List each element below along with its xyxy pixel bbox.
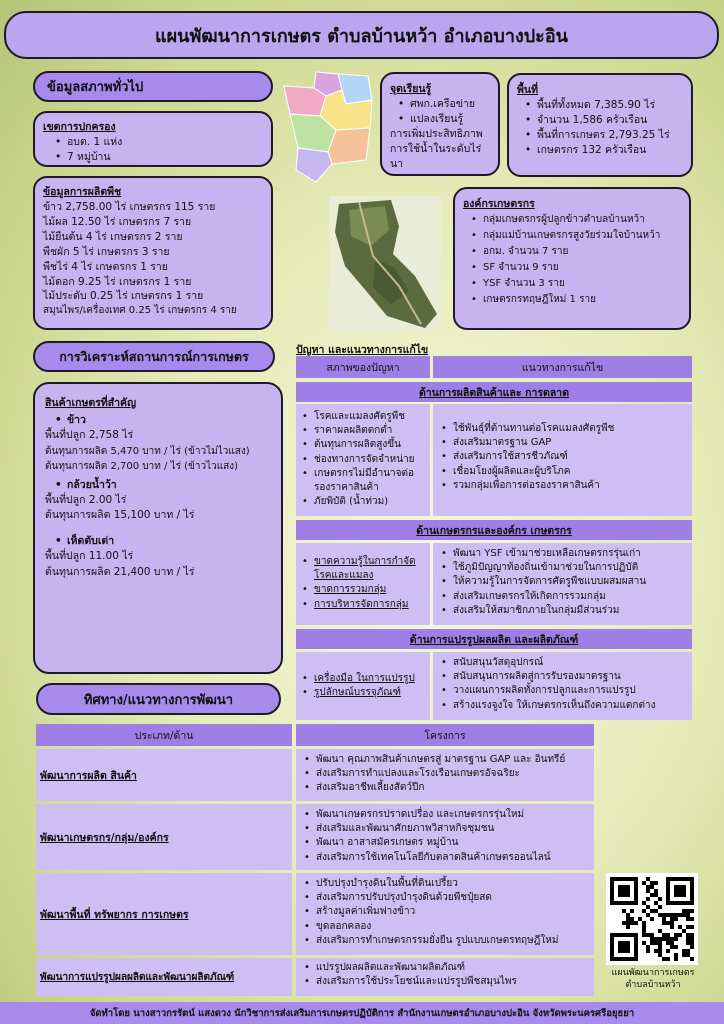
products-box	[33, 382, 283, 674]
product-name: • กล้วยน้ำว้า	[53, 478, 271, 493]
area-item: • จำนวน 1,586 ครัวเรือน	[523, 113, 683, 128]
solution-cell	[433, 543, 692, 625]
solution-item: • สนับสนุนการผลิตสู่การรับรองมาตรฐาน	[439, 670, 686, 684]
direction-project-cell	[296, 749, 594, 801]
learning-box	[380, 72, 500, 176]
project-item: • ส่งเสริมการทำเกษตรกรรมยั่งยืน รูปแบบเกษตรทฤษฎีใหม่	[302, 934, 588, 948]
crops-title: ข้อมูลการผลิตพืช	[43, 186, 122, 198]
project-item: • สร้างมูลค่าเพิ่มฟางข้าว	[302, 905, 588, 919]
solution-item: • เชื่อมโยงผู้ผลิตและผู้บริโภค	[439, 465, 686, 479]
footer-credit: จัดทำโดย นางสาวกรรัตน์ แสงดวง นักวิชาการส่งเสริมการเกษตรปฏิบัติการ สำนักงานเกษตรอำเภอบางปะอิน จังหวัดพระนครศรีอยุธยา	[89, 1007, 635, 1019]
crop-line: ไม้ประดับ 0.25 ไร่ เกษตรกร 1 ราย	[43, 290, 204, 303]
problem-cell	[296, 652, 430, 720]
solution-item: • ให้ความรู้ในการจัดการศัตรูพืชแบบผสมผสาน	[439, 575, 686, 589]
direction-project-cell	[296, 873, 594, 955]
problems-title: ปัญหา และแนวทางการแก้ไข	[296, 344, 429, 356]
crop-line: พืชผัก 5 ไร่ เกษตรกร 3 ราย	[43, 245, 170, 258]
learning-title: จุดเรียนรู้	[390, 83, 432, 95]
orgs-title: องค์กรเกษตรกร	[463, 198, 535, 210]
direction-project-cell	[296, 958, 594, 996]
direction-type: พัฒนาพื้นที่ ทรัพยากร การเกษตร	[40, 908, 189, 921]
problem-item: • รูปลักษณ์บรรจุภัณฑ์	[300, 686, 426, 700]
problems-col2-header: แนวทางการแก้ไข	[433, 356, 692, 378]
direction-col1-header: ประเภท/ด้าน	[36, 724, 292, 746]
problem-item: • เกษตรกรไม่มีอำนาจต่อรองราคาสินค้า	[300, 467, 426, 495]
solution-cell	[433, 404, 692, 516]
product-line: ต้นทุนการผลิต 21,400 บาท / ไร่	[45, 565, 195, 578]
org-item: • เกษตรกรทฤษฎีใหม่ 1 ราย	[469, 292, 681, 308]
problem-item: • การบริหารจัดการกลุ่ม	[300, 598, 426, 612]
solution-item: • พัฒนา YSF เข้ามาช่วยเหลือเกษตรกรรุ่นเก่า	[439, 547, 686, 561]
problem-item: • ต้นทุนการผลิตสูงขึ้น	[300, 438, 426, 452]
orgs-box	[453, 187, 691, 330]
product-line: ต้นทุนการผลิต 2,700 บาท / ไร่ (ข้าวไวแสง)	[45, 460, 239, 472]
title-banner	[4, 11, 719, 59]
solution-item: • ส่งเสริมเกษตรกรให้เกิดการรวมกลุ่ม	[439, 590, 686, 604]
area-item: • พื้นที่การเกษตร 2,793.25 ไร่	[523, 128, 683, 143]
org-item: • SF จำนวน 9 ราย	[469, 260, 681, 276]
product-line: ต้นทุนการผลิต 15,100 บาท / ไร่	[45, 509, 195, 522]
admin-box	[33, 111, 273, 167]
solution-item: • ส่งเสริมให้สมาชิกภายในกลุ่มมีส่วนร่วม	[439, 604, 686, 618]
direction-type-cell	[36, 873, 292, 955]
project-item: • พัฒนาเกษตรกรปราดเปรื่อง และเกษตรกรรุ่นใหม่	[302, 808, 588, 822]
direction-heading: ทิศทาง/แนวทางการพัฒนา	[36, 683, 281, 715]
problems-section-title: ด้านการผลิตสินค้าและ การตลาด	[296, 382, 692, 402]
satellite-photo-icon	[329, 196, 441, 331]
problems-section-title: ด้านเกษตรกรและองค์กร เกษตรกร	[296, 520, 692, 540]
product-line: พื้นที่ปลูก 2,758 ไร่	[45, 428, 134, 441]
problems-section-title: ด้านการแปรรูปผลผลิต และผลิตภัณฑ์	[296, 629, 692, 649]
footer-bar	[0, 1002, 724, 1024]
solution-cell	[433, 652, 692, 720]
solution-item: • สร้างแรงจูงใจ ให้เกษตรกรเห็นถึงความแตกต่าง	[439, 699, 686, 713]
problem-item: • ช่องทางการจัดจำหน่าย	[300, 453, 426, 467]
learning-item: • ศพก.เครือข่าย	[396, 97, 490, 112]
org-item: • กลุ่มแม่บ้านเกษตรกรสูงวัยร่วมใจบ้านหว้า	[469, 228, 681, 244]
project-item: • พัฒนา คุณภาพสินค้าเกษตรสู่ มาตรฐาน GAP และ อินทรีย์	[302, 753, 588, 767]
crop-line: ไม้ผล 12.50 ไร่ เกษตรกร 7 ราย	[43, 215, 192, 228]
problem-item: • ราคาผลผลิตตกต่ำ	[300, 424, 426, 438]
analysis-heading: การวิเคราะห์สถานการณ์การเกษตร	[33, 341, 275, 372]
learning-item: • แปลงเรียนรู้	[396, 112, 490, 127]
area-item: • เกษตรกร 132 ครัวเรือน	[523, 143, 683, 158]
learning-note: การเพิ่มประสิทธิภาพการใช้น้ำในระดับไร่นา	[390, 127, 483, 170]
project-item: • ส่งเสริมอาชีพเลี้ยงสัตว์ปีก	[302, 781, 588, 795]
solution-item: • ใช้ภูมิปัญญาท้องถิ่นเข้ามาช่วยในการปฏิบัติ	[439, 561, 686, 575]
solution-item: • ใช้พันธุ์ที่ต้านทานต่อโรคแมลงศัตรูพืช	[439, 422, 686, 436]
org-item: • YSF จำนวน 3 ราย	[469, 276, 681, 292]
problem-item: • ขาดความรู้ในการกำจัดโรคและแมลง	[300, 555, 426, 583]
crops-box	[33, 176, 273, 330]
direction-type-cell	[36, 958, 292, 996]
crop-line: สมุนไพร/เครื่องเทศ 0.25 ไร่ เกษตรกร 4 ราย	[43, 305, 237, 317]
product-line: พื้นที่ปลูก 2.00 ไร่	[45, 493, 127, 506]
crop-line: ข้าว 2,758.00 ไร่ เกษตรกร 115 ราย	[43, 201, 216, 213]
product-name: • ข้าว	[53, 413, 271, 428]
crop-line: พืชไร่ 4 ไร่ เกษตรกร 1 ราย	[43, 260, 168, 273]
solution-item: • สนับสนุนวัสดุอุปกรณ์	[439, 656, 686, 670]
problems-col1-header: สภาพของปัญหา	[296, 356, 430, 378]
area-title: พื้นที่	[517, 84, 539, 96]
project-item: • ขุดลอกคลอง	[302, 920, 588, 934]
project-item: • ส่งเสริมการใช้เทคโนโลยีกับตลาดสินค้าเกษตรออนไลน์	[302, 851, 588, 865]
area-box	[507, 73, 693, 177]
page-title: แผนพัฒนาการเกษตร ตำบลบ้านหว้า อำเภอบางปะอิน	[155, 25, 568, 47]
product-name: • เห็ดตับเต่า	[53, 534, 271, 549]
products-title: สินค้าเกษตรที่สำคัญ	[45, 397, 137, 409]
project-item: • ส่งเสริมการใช้ประโยชน์และแปรรูปพืชสมุนไพร	[302, 975, 588, 989]
problem-cell	[296, 543, 430, 625]
problem-cell	[296, 404, 430, 516]
solution-item: • วางแผนการผลิตทั้งการปลูกและการแปรรูป	[439, 684, 686, 698]
project-item: • พัฒนา อาสาสมัครเกษตร หมู่บ้าน	[302, 836, 588, 850]
org-item: • กลุ่มเกษตรกรผู้ปลูกข้าวตำบลบ้านหว้า	[469, 212, 681, 228]
direction-type-cell	[36, 804, 292, 870]
direction-type-cell	[36, 749, 292, 801]
project-item: • ส่งเสริมและพัฒนาศักยภาพวิสาหกิจชุมชน	[302, 822, 588, 836]
area-item: • พื้นที่ทั้งหมด 7,385.90 ไร่	[523, 98, 683, 113]
product-line: พื้นที่ปลูก 11.00 ไร่	[45, 549, 134, 562]
village-map-icon	[276, 70, 376, 185]
qr-caption: แผนพัฒนาการเกษตร ตำบลบ้านหว้า	[611, 968, 695, 990]
project-item: • ปรับปรุงบำรุงดินในพื้นที่ดินเปรี้ยว	[302, 877, 588, 891]
general-heading: ข้อมูลสภาพทั่วไป	[33, 71, 273, 102]
direction-project-cell	[296, 804, 594, 870]
direction-type: พัฒนาเกษตรกร/กลุ่ม/องค์กร	[40, 831, 169, 844]
solution-item: • รวมกลุ่มเพื่อการต่อรองราคาสินค้า	[439, 479, 686, 493]
product-line: ต้นทุนการผลิต 5,470 บาท / ไร่ (ข้าวไม่ไวแสง)	[45, 445, 250, 457]
direction-type: พัฒนาการแปรรูปผลผลิตและพัฒนาผลิตภัณฑ์	[40, 971, 235, 983]
project-item: • ส่งเสริมการปรับปรุงบำรุงดินด้วยพืชปุ๋ยสด	[302, 891, 588, 905]
project-item: • ส่งเสริมการทำแปลงและโรงเรือนเกษตรอัจฉริยะ	[302, 767, 588, 781]
direction-type: พัฒนาการผลิต สินค้า	[40, 769, 137, 782]
project-item: • แปรรูปผลผลิตและพัฒนาผลิตภัณฑ์	[302, 961, 588, 975]
problem-item: • ขาดการรวมกลุ่ม	[300, 583, 426, 597]
direction-col2-header: โครงการ	[296, 724, 594, 746]
admin-title: เขตการปกครอง	[43, 121, 116, 133]
solution-item: • ส่งเสริมมาตรฐาน GAP	[439, 436, 686, 450]
admin-item: • อบต. 1 แห่ง	[53, 135, 263, 150]
org-item: • อกม. จำนวน 7 ราย	[469, 244, 681, 260]
solution-item: • ส่งเสริมการใช้สารชีวภัณฑ์	[439, 450, 686, 464]
problem-item: • ภัยพิบัติ (น้ำท่วม)	[300, 495, 426, 509]
admin-item: • 7 หมู่บ้าน	[53, 150, 263, 165]
crop-line: ไม้ดอก 9.25 ไร่ เกษตรกร 1 ราย	[43, 275, 192, 288]
problem-item: • เครื่องมือ ในการแปรรูป	[300, 672, 426, 686]
crop-line: ไม้ยืนต้น 4 ไร่ เกษตรกร 2 ราย	[43, 230, 183, 243]
problem-item: • โรคและแมลงศัตรูพืช	[300, 410, 426, 424]
qr-code-icon	[606, 873, 698, 965]
